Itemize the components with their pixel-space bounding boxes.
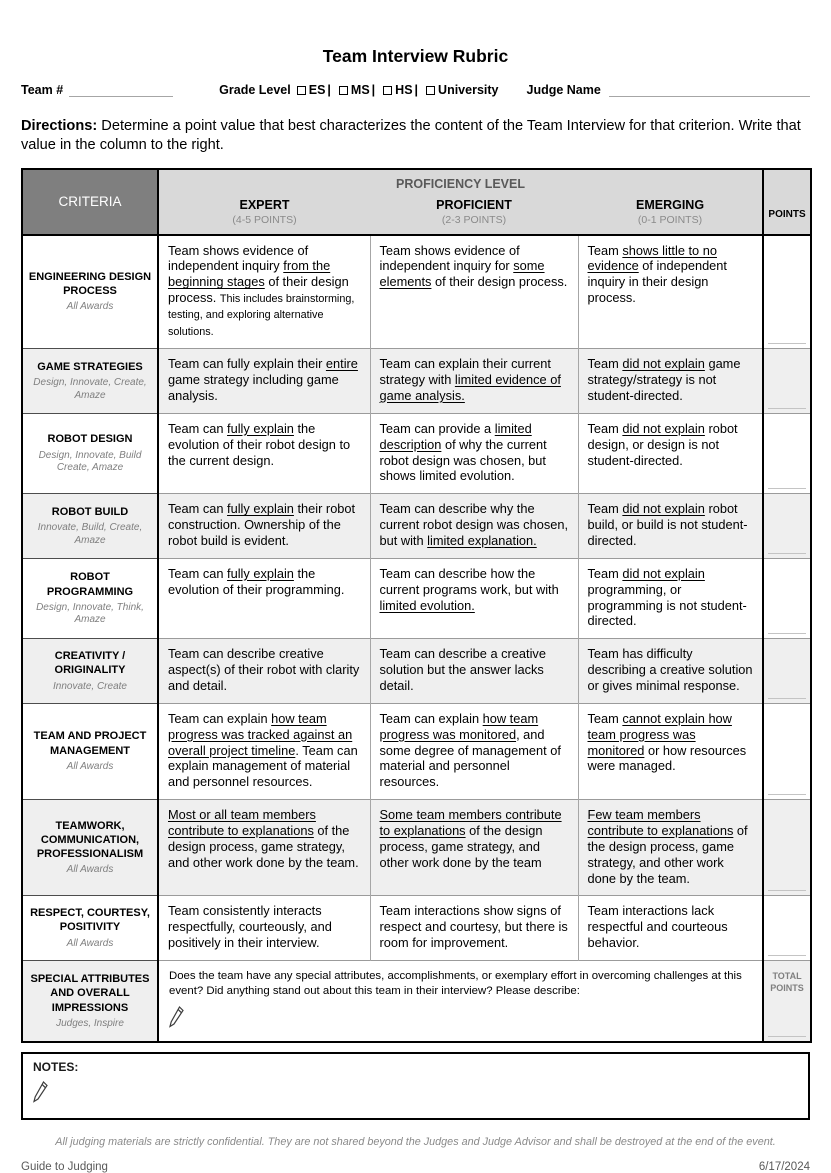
- expert-description: Team consistently interacts respectfully, courteously, and positively in their interview.: [158, 896, 370, 961]
- criteria-cell: [22, 800, 158, 896]
- points-write-line: [768, 633, 806, 634]
- emerging-description: Team did not explain game strategy/strategy is not student-directed.: [578, 349, 763, 414]
- expert-description: Most or all team members contribute to explanations of the design process, game strategy, and other work done by the team.: [158, 800, 370, 896]
- team-number-label: Team #: [21, 83, 64, 97]
- points-cell[interactable]: [763, 349, 811, 414]
- team-number-field[interactable]: [69, 83, 173, 97]
- criteria-name: GAME STRATEGIES: [37, 360, 143, 373]
- criteria-awards: Design, Innovate, Create, Amaze: [33, 377, 147, 401]
- points-cell[interactable]: [763, 703, 811, 799]
- criteria-awards: All Awards: [66, 864, 114, 876]
- criteria-name: ROBOT BUILD: [51, 505, 129, 518]
- criteria-name: TEAM AND PROJECT MANAGEMENT: [33, 730, 147, 757]
- proficient-description: Team shows evidence of independent inquiry for some elements of their design process.: [370, 235, 578, 349]
- total-points-label: TOTAL POINTS: [770, 970, 804, 994]
- notes-area[interactable]: [21, 1052, 810, 1120]
- points-cell[interactable]: [763, 558, 811, 638]
- rubric-row: [22, 896, 811, 961]
- grade-option-label: HS: [395, 83, 413, 97]
- judge-name-field[interactable]: [609, 83, 810, 97]
- rubric-row: [22, 703, 811, 799]
- emerging-description: Team did not explain programming, or programming is not student-directed.: [578, 558, 763, 638]
- checkbox-university[interactable]: [426, 86, 435, 95]
- grade-level-group: [219, 83, 498, 97]
- criteria-awards: All Awards: [66, 301, 114, 313]
- proficient-description: Team can describe how the current programs work, but with limited evolution.: [370, 558, 578, 638]
- criteria-awards: Innovate, Build, Create, Amaze: [37, 522, 143, 546]
- rubric-row: [22, 800, 811, 896]
- points-cell[interactable]: [763, 413, 811, 493]
- special-prompt: Does the team have any special attributes, accomplishments, or exemplary effort in overcoming challenges at this event? Did anything stand out about this team in their interview? Please describe:: [169, 969, 742, 997]
- criteria-name: RESPECT, COURTESY, POSITIVITY: [30, 907, 150, 934]
- checkbox-hs[interactable]: [383, 86, 392, 95]
- proficient-description: Team interactions show signs of respect and courtesy, but there is room for improvement.: [370, 896, 578, 961]
- page-title: Team Interview Rubric: [322, 46, 509, 66]
- grade-option-label: ES: [308, 83, 326, 97]
- emerging-description: Team did not explain robot design, or design is not student-directed.: [578, 413, 763, 493]
- criteria-name: ROBOT PROGRAMMING: [46, 571, 134, 598]
- points-write-line: [768, 343, 806, 344]
- rubric-row: [22, 349, 811, 414]
- criteria-awards: Design, Innovate, Build Create, Amaze: [38, 449, 142, 474]
- emerging-description: Team cannot explain how team progress was monitored or how resources were managed.: [578, 703, 763, 799]
- points-write-line: [768, 955, 806, 956]
- proficiency-level-header: PROFICIENCY LEVEL: [158, 169, 763, 193]
- proficient-description: Some team members contribute to explanations of the design process, game strategy, and other work done by the team: [370, 800, 578, 896]
- checkbox-ms[interactable]: [339, 86, 348, 95]
- points-write-line: [768, 488, 806, 489]
- page-footer: [21, 1161, 810, 1173]
- grade-options: ES | MS | HS | University: [291, 83, 499, 97]
- points-cell[interactable]: [763, 800, 811, 896]
- rubric-row: [22, 494, 811, 559]
- expert-description: Team can fully explain their robot construction. Ownership of the robot build is evident.: [158, 494, 370, 559]
- special-attributes-row: [22, 960, 811, 1042]
- special-describe-area[interactable]: [158, 960, 763, 1042]
- total-points-cell[interactable]: [763, 960, 811, 1042]
- emerging-description: Team did not explain robot build, or build is not student-directed.: [578, 494, 763, 559]
- points-write-line: [768, 794, 806, 795]
- proficient-description: Team can describe a creative solution but the answer lacks detail.: [370, 639, 578, 704]
- directions-text: Determine a point value that best characterizes the content of the Team Interview for that criterion. Write that value in the column to the right.: [21, 118, 801, 154]
- criteria-name: TEAMWORK, COMMUNICATION, PROFESSIONALISM: [36, 819, 144, 861]
- criteria-cell: [22, 703, 158, 799]
- notes-label: NOTES:: [33, 1060, 79, 1075]
- emerging-description: Few team members contribute to explanations of the design process, game strategy, and other work done by the team.: [578, 800, 763, 896]
- points-column-header: POINTS: [763, 169, 811, 235]
- expert-description: Team can describe creative aspect(s) of their robot with clarity and detail.: [158, 639, 370, 704]
- criteria-name: ENGINEERING DESIGN PROCESS: [28, 270, 152, 298]
- criteria-cell: [22, 235, 158, 349]
- rubric-body: [22, 235, 811, 961]
- confidential-notice: All judging materials are strictly confidential. They are not shared beyond the Judges and Judge Advisor and shall be destroyed at the end of the event.: [55, 1136, 776, 1149]
- points-cell[interactable]: [763, 896, 811, 961]
- criteria-cell: [22, 413, 158, 493]
- rubric-row: [22, 235, 811, 349]
- criteria-awards: All Awards: [66, 761, 114, 772]
- proficient-description: Team can describe why the current robot design was chosen, but with limited explanation.: [370, 494, 578, 559]
- expert-description: Team can explain how team progress was tracked against an overall project timeline. Team can explain management of material and personnel resources.: [158, 703, 370, 799]
- rubric-row: [22, 639, 811, 704]
- expert-description: Team can fully explain their entire game strategy including game analysis.: [158, 349, 370, 414]
- criteria-name: CREATIVITY / ORIGINALITY: [54, 649, 126, 677]
- level-header-proficient: PROFICIENT (2-3 POINTS): [370, 193, 578, 235]
- criteria-cell: SPECIAL ATTRIBUTES AND OVERALL IMPRESSIONS Judges, Inspire: [22, 960, 158, 1042]
- rubric-row: [22, 558, 811, 638]
- grade-level-label: Grade Level: [219, 83, 291, 97]
- rubric-row: [22, 413, 811, 493]
- expert-description: Team can fully explain the evolution of their robot design to the current design.: [158, 413, 370, 493]
- points-write-line: [768, 408, 806, 409]
- criteria-column-header: CRITERIA: [22, 169, 158, 235]
- emerging-description: Team shows little to no evidence of independent inquiry in their design process.: [578, 235, 763, 349]
- level-header-emerging: EMERGING (0-1 POINTS): [578, 193, 763, 235]
- criteria-cell: [22, 349, 158, 414]
- directions-label: Directions:: [21, 118, 98, 134]
- criteria-awards: Innovate, Create: [53, 680, 127, 692]
- identification-row: [21, 83, 810, 97]
- criteria-name: ROBOT DESIGN: [47, 433, 133, 446]
- directions: [21, 117, 810, 156]
- footer-date: 6/17/2024: [758, 1161, 810, 1173]
- points-write-line: [768, 553, 806, 554]
- checkbox-es[interactable]: [297, 86, 306, 95]
- emerging-description: Team has difficulty describing a creative solution or gives minimal response.: [578, 639, 763, 704]
- emerging-description: Team interactions lack respectful and courteous behavior.: [578, 896, 763, 961]
- points-write-line: [768, 890, 806, 891]
- expert-description: Team shows evidence of independent inquiry from the beginning stages of their design process. This includes brainstorming, testing, and exploring alternative solutions.: [158, 235, 370, 349]
- total-points-write-line: [768, 1036, 806, 1037]
- pencil-icon: [169, 1005, 752, 1033]
- criteria-cell: [22, 494, 158, 559]
- proficient-description: Team can provide a limited description of why the current robot design was chosen, but shows limited evolution.: [370, 413, 578, 493]
- level-header-expert: EXPERT (4-5 POINTS): [158, 193, 370, 235]
- proficient-description: Team can explain how team progress was monitored, and some degree of management of material and personnel resources.: [370, 703, 578, 799]
- criteria-cell: [22, 639, 158, 704]
- criteria-awards: All Awards: [66, 937, 114, 949]
- grade-option-label: MS: [350, 83, 370, 97]
- criteria-awards: Design, Innovate, Think, Amaze: [36, 601, 144, 626]
- expert-description: Team can fully explain the evolution of their programming.: [158, 558, 370, 638]
- points-cell[interactable]: [763, 235, 811, 349]
- criteria-cell: [22, 558, 158, 638]
- rubric-page: [21, 0, 810, 1173]
- grade-option-label: University: [438, 83, 499, 97]
- judge-name-label: Judge Name: [526, 83, 601, 97]
- points-cell[interactable]: [763, 494, 811, 559]
- points-cell[interactable]: [763, 639, 811, 704]
- pencil-icon: [33, 1080, 798, 1108]
- points-write-line: [768, 698, 806, 699]
- footer-document-name: Guide to Judging: [21, 1161, 108, 1173]
- proficient-description: Team can explain their current strategy with limited evidence of game analysis.: [370, 349, 578, 414]
- criteria-cell: [22, 896, 158, 961]
- rubric-table: [21, 168, 812, 1044]
